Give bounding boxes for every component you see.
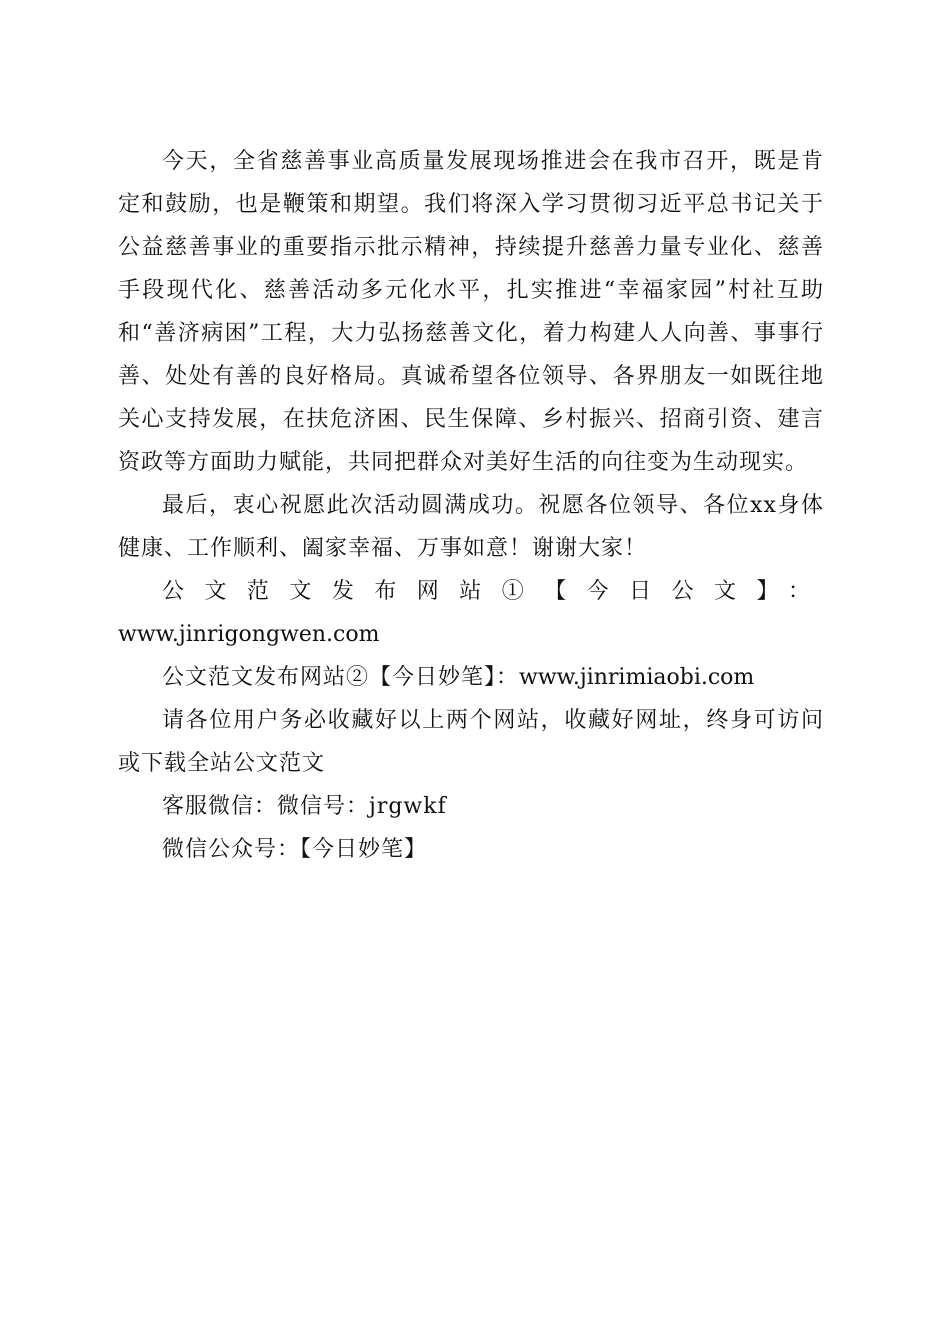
wechat-account-line: 微信公众号：【今日妙笔】 (162, 837, 428, 862)
site-2-label: 公文范文发布网站②【今日妙笔】： (162, 665, 520, 690)
body-paragraph-2: 最后，衷心祝愿此次活动圆满成功。祝愿各位领导、各位xx身体健康、工作顺利、阖家幸福、万事如意！谢谢大家！ (118, 493, 824, 561)
site-2-url[interactable]: www.jinrimiaobi.com (519, 665, 755, 690)
site-2-line (118, 656, 824, 699)
site-1-label: 公文范文发布网站①【今日公文】： (162, 579, 824, 604)
document-body (118, 140, 824, 871)
bookmark-notice: 请各位用户务必收藏好以上两个网站，收藏好网址，终身可访问或下载全站公文范文 (118, 708, 824, 776)
site-1-line (118, 570, 824, 656)
body-paragraph-1: 今天，全省慈善事业高质量发展现场推进会在我市召开，既是肯定和鼓励，也是鞭策和期望。我们将深入学习贯彻习近平总书记关于公益慈善事业的重要指示批示精神，持续提升慈善力量专业化、慈善手段现代化、慈善活动多元化水平，扎实推进“幸福家园”村社互助和“善济病困”工程，大力弘扬慈善文化，着力构建人人向善、事事行善、处处有善的良好格局。真诚希望各位领导、各界朋友一如既往地关心支持发展，在扶危济困、民生保障、乡村振兴、招商引资、建言资政等方面助力赋能，共同把群众对美好生活的向往变为生动现实。 (118, 149, 824, 475)
site-1-url[interactable]: www.jinrigongwen.com (118, 622, 380, 647)
wechat-service-line: 客服微信：微信号：jrgwkf (162, 794, 447, 819)
